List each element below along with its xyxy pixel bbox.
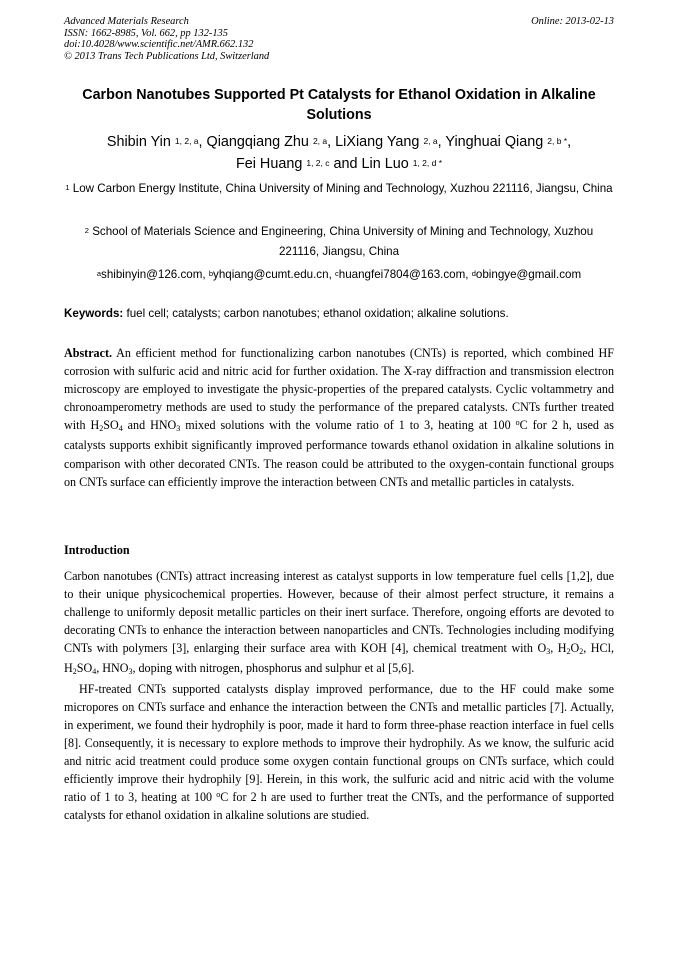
affiliation-text: Low Carbon Energy Institute, China University of Mining and Technology, Xuzhou 221116, Jiangsu, China [72, 182, 613, 195]
abstract-label: Abstract. [64, 346, 113, 360]
online-date: Online: 2013-02-13 [531, 16, 614, 27]
author: Yinghuai Qiang $^{2, b *}$, [445, 134, 572, 150]
affiliation-number: 2 [84, 226, 89, 235]
paper-title: Carbon Nanotubes Supported Pt Catalysts for Ethanol Oxidation in Alkaline Solutions [82, 87, 596, 123]
author: Fei Huang $^{1, 2, c}$ and [235, 156, 362, 172]
journal-issn: ISSN: 1662-8985, Vol. 662, pp 132-135 [64, 27, 228, 39]
email[interactable]: $^c$huangfei7804@163.com [335, 268, 466, 281]
keywords-label: Keywords: [64, 307, 124, 320]
journal-header [64, 16, 484, 62]
journal-copyright: © 2013 Trans Tech Publications Ltd, Switzerland [64, 50, 270, 62]
section-heading-introduction: Introduction [64, 543, 130, 557]
author: Lin Luo $^{1, 2, d *}$ [361, 156, 443, 172]
affiliation-number: 1 [65, 183, 70, 192]
affiliation-1 [64, 179, 614, 199]
email[interactable]: $^a$shibinyin@126.com [96, 268, 203, 281]
author: LiXiang Yang $^{2, a}$, [335, 134, 446, 150]
keywords [64, 305, 614, 323]
journal-doi: doi:10.4028/www.scientific.net/AMR.662.132 [64, 39, 254, 51]
abstract: Abstract. An efficient method for functionalizing carbon nanotubes (CNTs) is reported, which combined HF corrosion with sulfuric acid and nitric acid for further oxidation. The X-ray diffraction and transmission electron microscopy are employed to investigate the physic-properties of the prepared catalysts. Cyclic voltammetry and chronoamperometry methods are used to study the performance of the prepared catalysts. CNTs further treated with H2SO4 and HNO3 mixed solutions with the volume ratio of 1 to 3, heating at 100 $^o$C for 2 h, used as catalysts supports exhibit significantly improved performance towards ethanol oxidation in alkaline solutions in comparison with other decorated CNTs. The reason could be attributed to the oxygen-contain functional groups on CNTs surface can efficiently improve the interaction between CNTs and metallic particles in catalysts. [64, 346, 614, 489]
author-list [64, 131, 614, 175]
paragraph: Carbon nanotubes (CNTs) attract increasing interest as catalyst supports in low temperature fuel cells [1,2], due to their unique physicochemical properties. However, because of their almost perfect structure, it remains a challenge to uniformly deposit metallic particles on their inert surface. Therefore, ongoing efforts are devoted to decorating CNTs to enhance the interaction between nanoparticles and CNTs. Technologies including modifying CNTs with polymers [3], enlarging their surface area with KOH [4], chemical treatment with O3, H2O2, HCl, H2SO4, HNO3, doping with nitrogen, phosphorus and sulphur et al [5,6]. [64, 569, 614, 677]
keywords-text: fuel cell; catalysts; carbon nanotubes; ethanol oxidation; alkaline solutions. [123, 307, 509, 320]
author: Shibin Yin $^{1, 2, a}$, [106, 134, 207, 150]
introduction-body [64, 567, 614, 824]
email[interactable]: $^b$yhqiang@cumt.edu.cn [208, 268, 329, 281]
paragraph: HF-treated CNTs supported catalysts display improved performance, due to the HF could make some micropores on CNTs surface and enhance the interaction between the CNTs and metallic particles [7]. Actually, in experiment, we found their hydrophily is poor, made it hard to form three-phase reaction interface in fuel cells [8]. Consequently, it is necessary to explore methods to improve their hydrophily. As we know, the sulfuric acid and nitric acid treatment could produce some oxygen contain functional groups on CNTs surface, which could efficiently improve their hydrophily [9]. Herein, in this work, the sulfuric acid and nitric acid with the volume ratio of 1 to 3, heating at 100 $^o$C for 2 h are used to further treat the CNTs, and the performance of supported catalysts for ethanol oxidation in alkaline solutions are studied. [64, 681, 614, 823]
affiliation-2 [64, 222, 614, 261]
email-list: $^a$shibinyin@126.com, $^b$yhqiang@cumt.edu.cn, $^c$huangfei7804@163.com, $^d$obingye@gmail.com [96, 268, 582, 281]
journal-name: Advanced Materials Research [64, 16, 189, 27]
affiliation-text: School of Materials Science and Engineering, China University of Mining and Technology, Xuzhou 221116, Jiangsu, China [92, 225, 594, 258]
email[interactable]: $^d$obingye@gmail.com [471, 268, 582, 281]
author: Qiangqiang Zhu $^{2, a}$, [206, 134, 336, 150]
